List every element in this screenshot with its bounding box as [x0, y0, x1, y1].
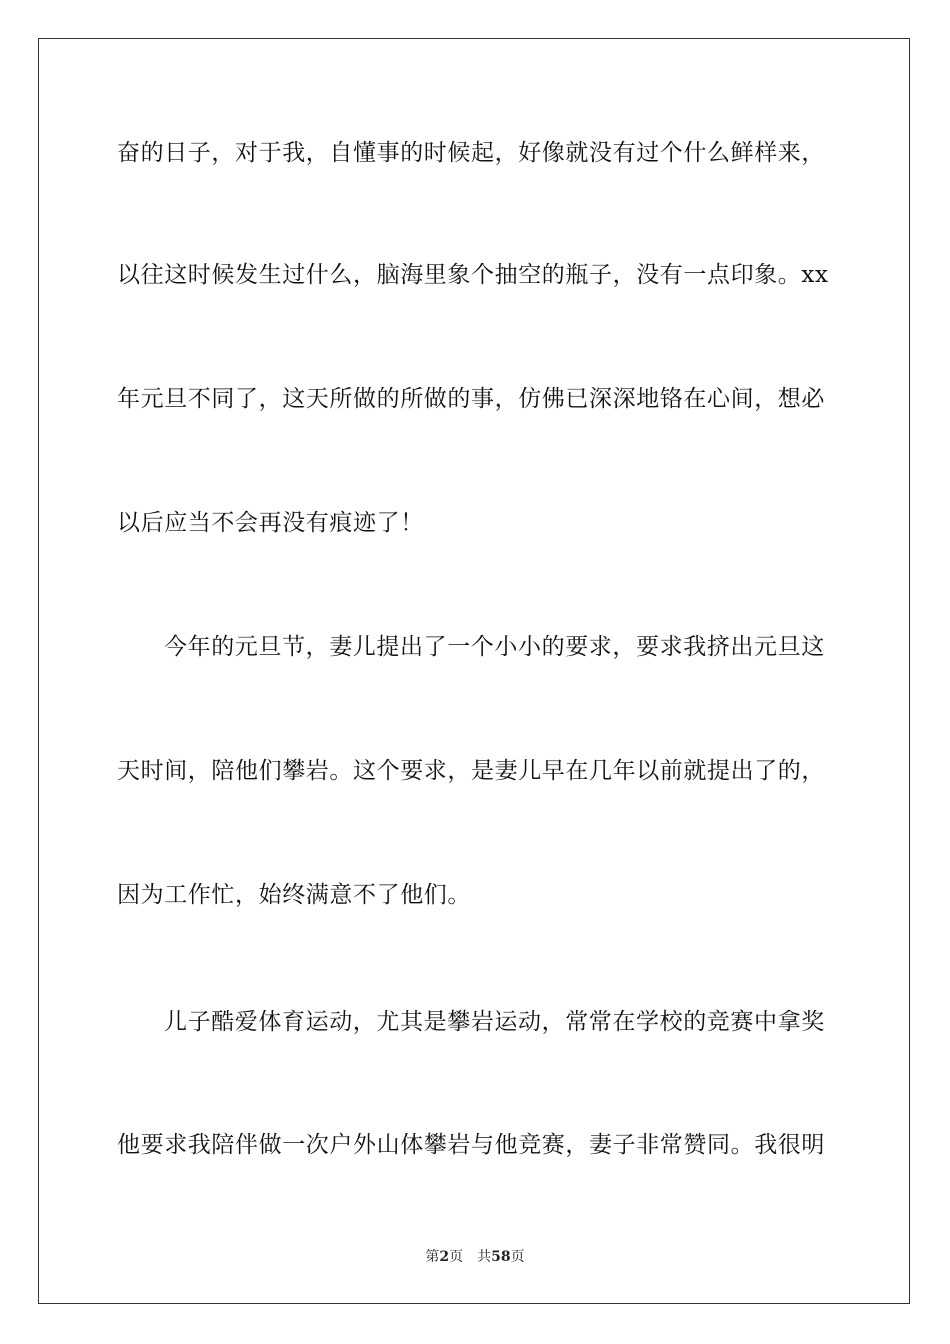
total-prefix: 共	[477, 1249, 492, 1265]
text-line-7: 因为工作忙，始终满意不了他们。	[117, 882, 471, 908]
text-line-2: 以往这时候发生过什么，脑海里象个抽空的瓶子，没有一点印象。xx	[117, 262, 829, 288]
total-pages: 58	[491, 1249, 511, 1265]
total-suffix: 页	[510, 1249, 525, 1265]
text-line-9: 他要求我陪伴做一次户外山体攀岩与他竞赛，妻子非常赞同。我很明	[117, 1132, 825, 1158]
text-line-3: 年元旦不同了，这天所做的所做的事，仿佛已深深地铬在心间，想必	[117, 386, 825, 412]
text-line-6: 天时间，陪他们攀岩。这个要求，是妻儿早在几年以前就提出了的，	[117, 758, 825, 784]
page-footer	[0, 1246, 950, 1266]
page-border	[38, 38, 910, 1304]
text-line-1: 奋的日子，对于我，自懂事的时候起，好像就没有过个什么鲜样来，	[117, 140, 825, 166]
text-line-8: 儿子酷爱体育运动，尤其是攀岩运动，常常在学校的竞赛中拿奖	[164, 1009, 825, 1035]
page-prefix: 第	[425, 1249, 440, 1265]
text-line-5: 今年的元旦节，妻儿提出了一个小小的要求，要求我挤出元旦这	[164, 634, 825, 660]
page-number: 2	[439, 1249, 450, 1265]
page-suffix: 页	[449, 1249, 464, 1265]
text-line-4: 以后应当不会再没有痕迹了！	[117, 510, 424, 536]
